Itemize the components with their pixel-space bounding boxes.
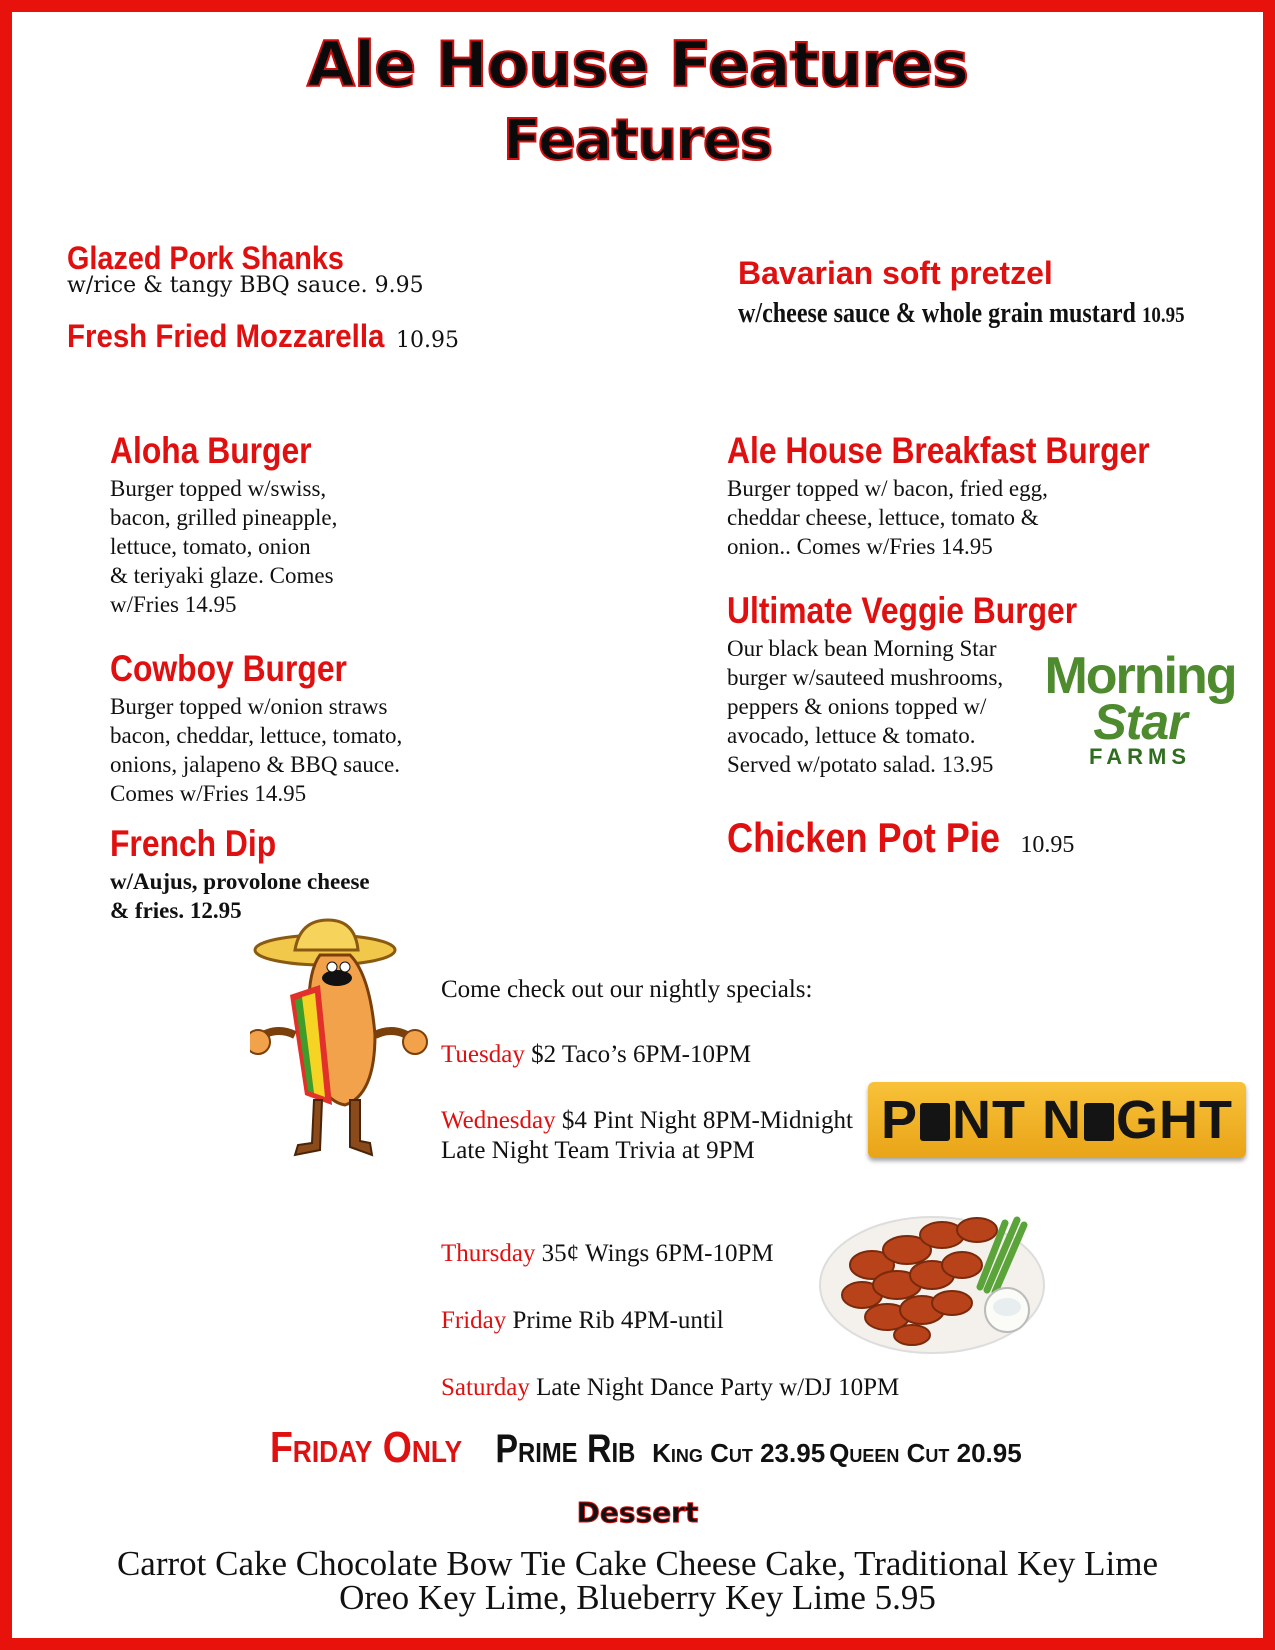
logo-line: Star xyxy=(1093,694,1187,750)
friday-item: Prime Rib xyxy=(495,1427,636,1471)
special-extra: Late Night Team Trivia at 9PM xyxy=(441,1137,755,1164)
special-day: Thursday xyxy=(441,1240,536,1267)
special-text: Prime Rib 4PM-until xyxy=(512,1307,724,1334)
friday-label: Friday Only xyxy=(270,1423,463,1472)
item-desc: w/cheese sauce & whole grain mustard xyxy=(738,298,1136,329)
item-name: French Dip xyxy=(110,823,277,864)
item-name: Bavarian soft pretzel xyxy=(738,255,1053,291)
appetizer-mozzarella xyxy=(67,318,459,355)
desc-line: Served w/potato salad. 13.95 xyxy=(727,752,994,777)
logo-line: FARMS xyxy=(1089,744,1191,769)
item-name: Glazed Pork Shanks xyxy=(67,240,344,276)
item-name: Fresh Fried Mozzarella xyxy=(67,318,385,354)
dessert-heading: Dessert xyxy=(576,1496,699,1529)
special-saturday xyxy=(441,1373,899,1403)
special-text: Late Night Dance Party w/DJ 10PM xyxy=(536,1374,900,1401)
king-cut: King Cut 23.95 xyxy=(652,1438,826,1468)
desc-line: & fries. 12.95 xyxy=(110,898,242,923)
special-text: $4 Pint Night 8PM-Midnight xyxy=(561,1107,853,1134)
special-day: Wednesday xyxy=(441,1107,556,1134)
special-tuesday xyxy=(441,1040,751,1070)
desc-line: Comes w/Fries 14.95 xyxy=(110,781,307,806)
queen-cut: Queen Cut 20.95 xyxy=(829,1438,1022,1468)
special-thursday xyxy=(441,1239,774,1269)
menu-item-cowboy-burger xyxy=(110,648,402,808)
desc-line: w/Fries 14.95 xyxy=(110,592,237,617)
menu-item-aloha-burger xyxy=(110,430,344,619)
menu-item-chicken-pot-pie xyxy=(727,814,1074,862)
special-friday xyxy=(441,1306,724,1336)
desc-line: & teriyaki glaze. Comes xyxy=(110,563,334,588)
desc-line: cheddar cheese, lettuce, tomato & xyxy=(727,505,1039,530)
item-name: Aloha Burger xyxy=(110,430,312,471)
item-price: 10.95 xyxy=(395,328,459,353)
wings-plate-icon xyxy=(812,1195,1052,1360)
appetizer-pretzel xyxy=(738,255,1257,330)
dessert-line: Oreo Key Lime, Blueberry Key Lime 5.95 xyxy=(339,1578,936,1617)
dessert-line: Carrot Cake Chocolate Bow Tie Cake Cheese Cake, Traditional Key Lime xyxy=(116,1544,1159,1583)
special-text: $2 Taco’s 6PM-10PM xyxy=(531,1041,752,1068)
desc-line: onion.. Comes w/Fries 14.95 xyxy=(727,534,993,559)
item-price: 10.95 xyxy=(1020,832,1075,858)
desc-line: Our black bean Morning Star xyxy=(727,636,997,661)
desc-line: peppers & onions topped w/ xyxy=(727,694,987,719)
appetizer-pork-shanks xyxy=(67,240,424,298)
beer-mug-icon xyxy=(1084,1103,1114,1141)
page-title: Ale House Features xyxy=(306,28,969,101)
item-name: Ultimate Veggie Burger xyxy=(727,590,1078,631)
desc-line: avocado, lettuce & tomato. xyxy=(727,723,976,748)
special-day: Friday xyxy=(441,1307,507,1334)
badge-text: GHT xyxy=(1116,1090,1233,1150)
specials-intro: Come check out our nightly specials: xyxy=(441,976,813,1003)
item-name: Cowboy Burger xyxy=(110,648,347,689)
pint-night-badge xyxy=(868,1082,1246,1158)
desc-line: bacon, cheddar, lettuce, tomato, xyxy=(110,723,403,748)
desc-line: Burger topped w/onion straws xyxy=(110,694,388,719)
morningstar-logo xyxy=(1040,647,1240,770)
desc-line: Burger topped w/swiss, xyxy=(110,476,327,501)
item-name: Ale House Breakfast Burger xyxy=(727,430,1150,471)
badge-text: NT N xyxy=(952,1090,1082,1150)
menu-item-french-dip xyxy=(110,823,370,925)
desc-line: onions, jalapeno & BBQ sauce. xyxy=(110,752,401,777)
special-text: 35¢ Wings 6PM-10PM xyxy=(541,1240,774,1267)
special-day: Saturday xyxy=(441,1374,530,1401)
special-wednesday xyxy=(441,1106,853,1166)
beer-mug-icon xyxy=(920,1103,950,1141)
desc-line: Burger topped w/ bacon, fried egg, xyxy=(727,476,1048,501)
taco-mascot-icon xyxy=(250,915,430,1165)
special-day: Tuesday xyxy=(441,1041,525,1068)
logo-line: Morning xyxy=(1044,647,1236,705)
desc-line: bacon, grilled pineapple, xyxy=(110,505,338,530)
item-name: Chicken Pot Pie xyxy=(727,814,1000,861)
desc-line: w/Aujus, provolone cheese xyxy=(110,869,370,894)
desc-line: lettuce, tomato, onion xyxy=(110,534,311,559)
friday-only-banner xyxy=(0,1423,1275,1473)
item-price: 10.95 xyxy=(1141,302,1185,327)
item-desc: w/rice & tangy BBQ sauce. 9.95 xyxy=(67,273,424,298)
desc-line: burger w/sauteed mushrooms, xyxy=(727,665,1004,690)
badge-text: P xyxy=(880,1090,919,1150)
menu-item-breakfast-burger xyxy=(727,430,1218,561)
page-subtitle: Features xyxy=(502,108,773,173)
